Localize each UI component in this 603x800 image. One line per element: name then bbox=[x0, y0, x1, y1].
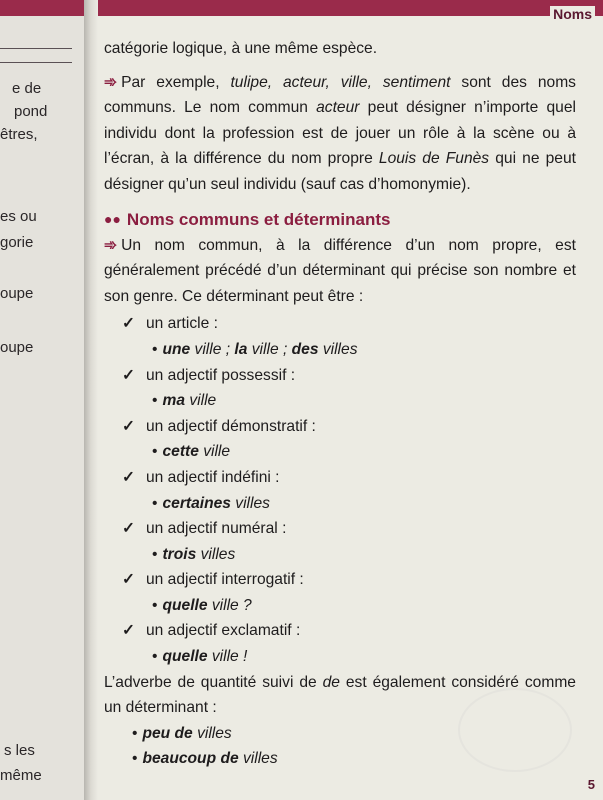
noun-word: villes bbox=[196, 545, 236, 563]
checkmark-icon: ✓ bbox=[122, 571, 136, 589]
determiner-type bbox=[104, 516, 576, 542]
facing-page-fragment: même bbox=[0, 767, 42, 784]
noun-word: ville ; bbox=[190, 340, 235, 358]
determiner-label: un adjectif numéral : bbox=[146, 520, 287, 538]
determiner-type bbox=[104, 414, 576, 440]
determiner-label: un adjectif indéfini : bbox=[146, 468, 280, 486]
bullet-icon: • bbox=[132, 724, 138, 742]
determiner-word: des bbox=[291, 340, 319, 358]
example-paragraph: ➾ Par exemple, tulipe, acteur, ville, sentiment sont des noms communs. Le nom commun acteur peut désigner n’importe quel individu dont la profession est de jouer un rôle à la scène ou à l’écran, à la différence du nom propre Louis de Funès qui ne peut désigner qu’un seul individu (sauf cas d’homonymie). bbox=[104, 73, 576, 193]
bullet-icon: • bbox=[152, 545, 158, 563]
checkmark-icon: ✓ bbox=[122, 366, 136, 384]
intro-line: catégorie logique, à une même espèce. bbox=[104, 40, 378, 57]
determiner-label: un adjectif exclamatif : bbox=[146, 622, 301, 640]
determiner-word: certaines bbox=[162, 494, 231, 512]
determiner-example bbox=[104, 644, 576, 670]
bullet-icon: • bbox=[152, 494, 158, 512]
facing-page-fragment: oupe bbox=[0, 339, 34, 356]
adverb-paragraph: L’adverbe de quantité suivi de de est également considéré comme un déterminant : bbox=[104, 673, 576, 717]
facing-page-rule bbox=[0, 62, 72, 63]
determiner-example bbox=[104, 491, 576, 517]
checkmark-icon: ✓ bbox=[122, 315, 136, 333]
determiner-label: un article : bbox=[146, 315, 218, 333]
determiner-label: un adjectif interrogatif : bbox=[146, 571, 304, 589]
noun-word: villes bbox=[192, 724, 232, 742]
watermark-stamp bbox=[458, 688, 572, 772]
determiner-word: peu de bbox=[142, 724, 193, 742]
facing-page-header-bar bbox=[0, 0, 84, 16]
checkmark-icon: ✓ bbox=[122, 468, 136, 486]
facing-page-fragment: es ou bbox=[0, 208, 37, 225]
page-number: 5 bbox=[587, 777, 595, 792]
bullet-icon: • bbox=[132, 750, 138, 768]
section-header: Noms bbox=[550, 6, 595, 22]
noun-word: ville bbox=[198, 443, 231, 461]
header-bar bbox=[98, 0, 603, 16]
determiner-word: ma bbox=[162, 392, 186, 410]
determiner-example bbox=[104, 593, 576, 619]
determiner-word: cette bbox=[162, 443, 199, 461]
noun-word: ville ? bbox=[207, 596, 252, 614]
bullet-icon: • bbox=[152, 648, 158, 666]
noun-word: villes bbox=[238, 750, 278, 768]
section-title: Noms communs et déterminants bbox=[126, 209, 391, 229]
section-heading bbox=[104, 206, 576, 233]
noun-word: ville ; bbox=[247, 340, 292, 358]
determiner-type bbox=[104, 363, 576, 389]
determiner-paragraph: ➾ Un nom commun, à la différence d’un nom propre, est généralement précédé d’un déterminant qui précise son nombre et son genre. Ce déterminant peut être : bbox=[104, 236, 576, 305]
determiner-type bbox=[104, 311, 576, 337]
facing-page-fragment: oupe bbox=[0, 285, 34, 302]
determiner-example bbox=[104, 337, 576, 363]
facing-page-rule bbox=[0, 48, 72, 49]
noun-word: villes bbox=[230, 494, 270, 512]
determiner-list bbox=[104, 311, 576, 669]
facing-page-fragment: e de bbox=[12, 80, 42, 97]
facing-page-fragment: êtres, bbox=[0, 126, 38, 143]
facing-page-fragment: s les bbox=[4, 742, 35, 759]
bullet-icon: • bbox=[152, 392, 158, 410]
noun-word: villes bbox=[318, 340, 358, 358]
determiner-example bbox=[104, 439, 576, 465]
determiner-type bbox=[104, 465, 576, 491]
noun-word: ville bbox=[185, 392, 217, 410]
bullet-icon: • bbox=[152, 596, 158, 614]
checkmark-icon: ✓ bbox=[122, 622, 136, 640]
determiner-type bbox=[104, 567, 576, 593]
determiner-type bbox=[104, 618, 576, 644]
determiner-label: un adjectif possessif : bbox=[146, 366, 296, 384]
determiner-word: une bbox=[162, 340, 191, 358]
determiner-example bbox=[104, 388, 576, 414]
facing-page-fragment: gorie bbox=[0, 234, 34, 251]
book-gutter bbox=[84, 0, 98, 800]
determiner-word: quelle bbox=[162, 596, 208, 614]
facing-page-edge bbox=[0, 0, 84, 800]
arrow-icon: ➾ bbox=[104, 73, 118, 91]
page-content bbox=[104, 36, 576, 772]
checkmark-icon: ✓ bbox=[122, 417, 136, 435]
bullet-icon: • bbox=[152, 340, 158, 358]
arrow-icon: ➾ bbox=[104, 236, 118, 254]
determiner-word: trois bbox=[162, 545, 197, 563]
bullet-icon: • bbox=[152, 443, 158, 461]
noun-word: ville ! bbox=[207, 648, 248, 666]
determiner-word: beaucoup de bbox=[142, 750, 239, 768]
determiner-example bbox=[104, 542, 576, 568]
facing-page-fragment: pond bbox=[14, 103, 48, 120]
checkmark-icon: ✓ bbox=[122, 520, 136, 538]
determiner-word: la bbox=[234, 340, 248, 358]
determiner-word: quelle bbox=[162, 648, 208, 666]
determiner-label: un adjectif démonstratif : bbox=[146, 417, 316, 435]
bullet-dots-icon: ●● bbox=[104, 210, 121, 227]
